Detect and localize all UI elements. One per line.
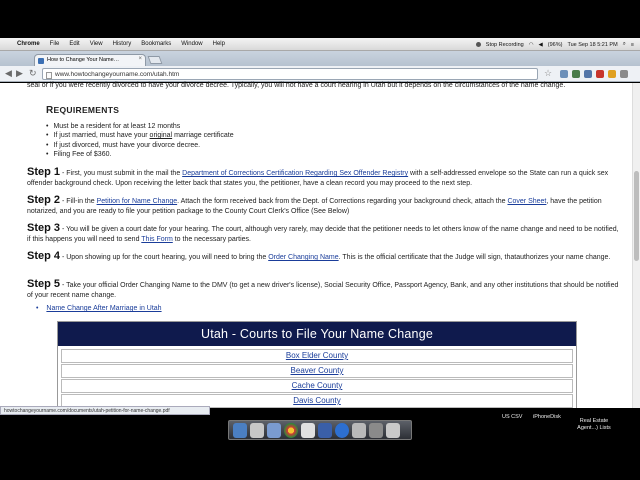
scrollbar-thumb[interactable] [634,171,639,261]
courts-table-title: Utah - Courts to File Your Name Change [58,322,576,346]
step-4: Step 4 - Upon showing up for the court hearing, you will need to bring the Order Changing Name. This is the official certificate that the Judge will sign, thatauthorizes your name change. [27,250,611,262]
address-text: www.howtochangeyourname.com/utah.htm [55,71,180,78]
recording-icon [476,42,481,47]
extension-icon-5[interactable] [608,70,616,78]
cover-sheet-link[interactable]: Cover Sheet [507,198,547,205]
step-2: Step 2 - Fill-in the Petition for Name Change. Attach the form received back from the Dept. of Corrections regarding your background check, attach the Cover Sheet, have the petition notarized, and you are ready to file your petition package to the County Court Clerk's Office (See Below) [27,194,602,215]
this-form-link[interactable]: This Form [141,236,173,243]
back-icon[interactable]: ◀ [5,68,12,78]
status-bubble: howtochangeyourname.com/documents/utah-petition-for-name-change.pdf [0,406,210,415]
desktop-item-iphonedisk[interactable]: iPhoneDisk [533,414,561,420]
ie-icon[interactable] [335,423,349,438]
chrome-icon[interactable] [284,423,298,438]
intro-text: seal or if you were recently divorced to have your divorce decree. Typically, you will not have a court hearing in Utah but it depends on the circumstances of the name change. [27,82,566,89]
tab-strip [0,51,640,66]
menu-help[interactable]: Help [212,41,225,47]
dept-corrections-link[interactable]: Department of Corrections Certification Regarding Sex Offender Registry [182,170,409,177]
desktop-item-real-estate[interactable]: Real Estate Agent...) Lists [577,418,611,431]
requirement-item: • If just divorced, must have your divorce decree. [46,141,234,150]
menu-bookmarks[interactable]: Bookmarks [141,41,172,47]
step-label: Step 2 [27,194,61,206]
browser-toolbar [0,66,640,82]
requirements-heading-cap: R [46,105,54,116]
app-icon[interactable] [369,423,383,438]
county-row [61,349,573,363]
app-icon[interactable] [301,423,315,438]
menu-file[interactable]: File [49,41,60,47]
stop-recording-button[interactable]: Stop Recording [485,41,524,48]
new-tab-button[interactable] [148,56,163,64]
forward-icon[interactable]: ▶ [16,68,23,78]
menu-app-chrome[interactable]: Chrome [17,41,40,47]
extension-icon-4[interactable] [596,70,604,78]
after-marriage-link[interactable]: Name Change After Marriage in Utah [46,305,162,312]
requirements-heading-rest: EQUIREMENTS [53,105,120,115]
wrench-menu-icon[interactable] [620,70,628,78]
favicon-icon [38,58,44,64]
finder-icon[interactable] [233,423,247,438]
county-row [61,379,573,393]
order-changing-name-link[interactable]: Order Changing Name [268,254,339,261]
bookmark-star-icon[interactable]: ☆ [544,68,553,78]
clock[interactable]: Tue Sep 18 5:21 PM [567,41,618,48]
petition-link[interactable]: Petition for Name Change [96,198,178,205]
step-5: Step 5 - Take your official Order Changing Name to the DMV (to get a new driver's license), Social Security Office, Passport Agency, Bank, and any other institutions that should be notified of your recent name change. [27,278,619,299]
requirement-item: • If just married, must have your original marriage certificate [46,131,234,140]
page-content [0,83,632,408]
county-link[interactable]: Cache County [291,381,343,390]
menu-bar [0,38,640,51]
step-label: Step 4 [27,250,61,262]
menu-edit[interactable]: Edit [69,41,80,47]
tab-title: How to Change Your Name… [47,57,120,63]
county-link[interactable]: Davis County [293,396,341,405]
reload-icon[interactable]: ↻ [29,68,37,78]
step-label: Step 5 [27,278,61,290]
spotlight-icon[interactable]: ⌕ [622,41,626,47]
dock [228,420,412,440]
list-icon[interactable]: ≡ [630,41,634,48]
menu-history[interactable]: History [112,41,132,47]
step-label: Step 3 [27,222,61,234]
extension-icon-2[interactable] [572,70,580,78]
after-marriage-item [36,305,162,312]
address-bar[interactable] [42,68,538,80]
page-scrollbar[interactable] [632,83,640,408]
battery-status[interactable]: (96%) [547,41,563,48]
app-icon[interactable] [318,423,332,438]
menu-extras [476,38,634,51]
desktop-item-us-csv[interactable]: US CSV [502,414,523,420]
step-3: Step 3 - You will be given a court date for your hearing. The court, although very rarely, may decide that the petitioner needs to let others know of the name change and need to be notified, if this happens you will need to send This Form to the necessary parties. [27,222,619,243]
step-label: Step 1 [27,166,61,178]
step-1: Step 1 - First, you must submit in the mail the Department of Corrections Certification Regarding Sex Offender Registry with a self-addressed envelope so the State can run a quick sex offender background check. Upon receiving the letter back that states you, the petitioner, have a clean record you may proceed to the next step. [27,166,609,187]
trash-icon[interactable] [386,423,400,438]
close-tab-icon[interactable]: × [138,56,142,62]
menu-window[interactable]: Window [181,41,203,47]
volume-icon[interactable]: ◀ [538,41,543,48]
county-link[interactable]: Beaver County [290,366,344,375]
app-icon[interactable] [250,423,264,438]
app-icon[interactable] [352,423,366,438]
wifi-icon[interactable]: ◠ [528,41,534,48]
app-icon[interactable] [267,423,281,438]
page-icon [46,72,52,79]
browser-tab[interactable] [34,54,146,66]
requirement-item: • Must be a resident for at least 12 months [46,122,234,131]
extension-icon-3[interactable] [584,70,592,78]
county-link[interactable]: Box Elder County [285,351,349,360]
county-row [61,364,573,378]
requirement-item: • Filing Fee of $360. [46,150,234,159]
requirements-heading [46,105,119,116]
extension-icon-1[interactable] [560,70,568,78]
requirements-list [46,122,234,160]
menu-view[interactable]: View [89,41,103,47]
